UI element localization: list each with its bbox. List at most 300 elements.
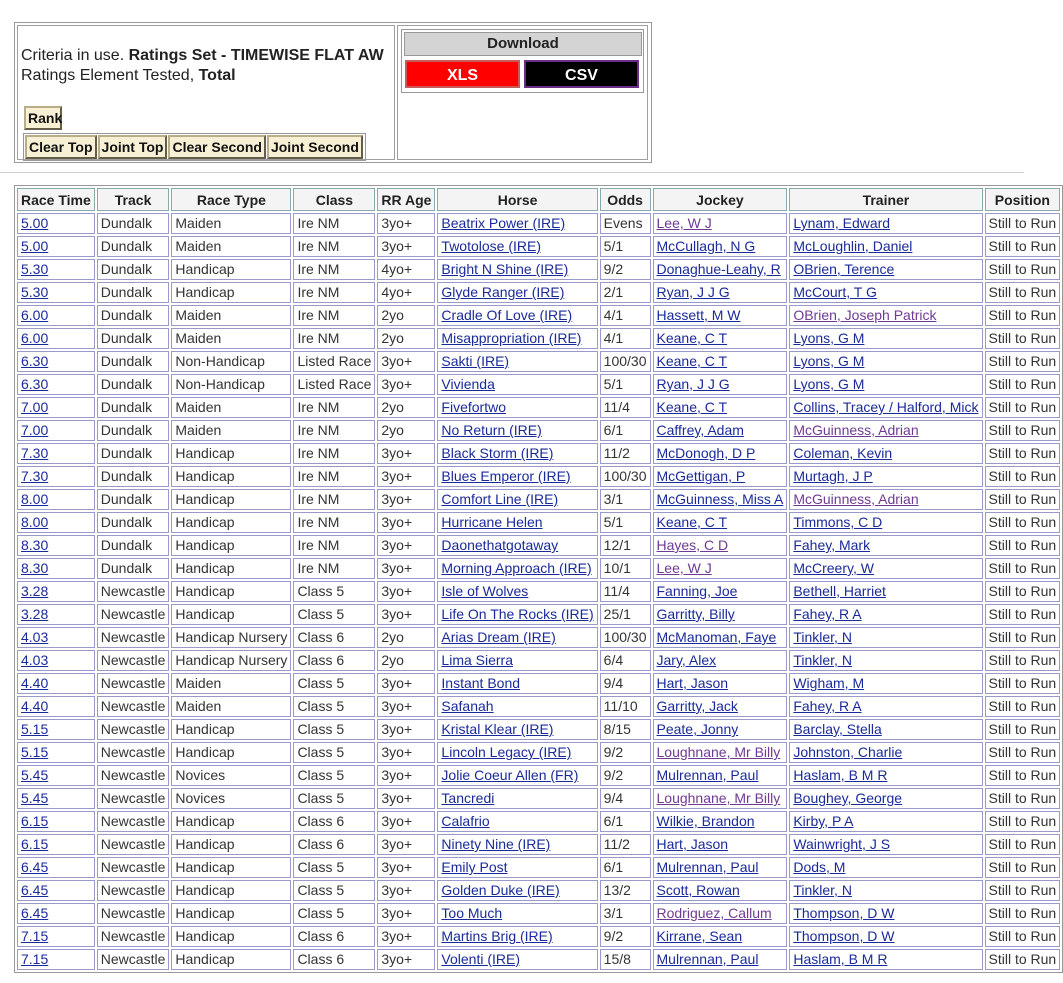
trainer-link[interactable]: Lyons, G M xyxy=(793,353,865,369)
class-cell: Class 5 xyxy=(297,859,345,875)
race-time-link[interactable]: 8.30 xyxy=(21,560,49,576)
odds-column-cell xyxy=(600,328,651,349)
horse-link[interactable]: Emily Post xyxy=(441,859,508,875)
race-time-link[interactable]: 6.45 xyxy=(21,882,49,898)
type-column-cell xyxy=(171,558,291,579)
trainer-column-cell xyxy=(789,581,982,602)
jockey-link[interactable]: Jary, Alex xyxy=(656,652,717,668)
time-column-cell xyxy=(17,811,95,832)
race-type-cell: Maiden xyxy=(175,675,222,691)
track-column-cell xyxy=(97,650,170,671)
age-column-cell xyxy=(377,627,435,648)
rank-button[interactable]: Rank xyxy=(24,106,62,130)
time-column-cell xyxy=(17,236,95,257)
trainer-link[interactable]: McCourt, T G xyxy=(793,284,877,300)
race-time-link[interactable]: 5.30 xyxy=(21,284,49,300)
rr-age-cell: 3yo+ xyxy=(381,215,413,231)
horse-link[interactable]: Vivienda xyxy=(441,376,495,392)
jockey-link[interactable]: McDonogh, D P xyxy=(656,445,756,461)
jockey-link[interactable]: McManoman, Faye xyxy=(656,629,777,645)
odds-cell: 100/30 xyxy=(603,468,647,484)
odds-column-cell xyxy=(600,282,651,303)
trainer-link[interactable]: Wainwright, J S xyxy=(793,836,891,852)
header-race-time[interactable]: Race Time xyxy=(17,188,95,211)
jockey-link[interactable]: Garritty, Jack xyxy=(656,698,738,714)
track-column-cell xyxy=(97,397,170,418)
position-column-cell xyxy=(985,650,1061,671)
horse-link[interactable]: Kristal Klear (IRE) xyxy=(441,721,554,737)
trainer-column-cell xyxy=(789,351,982,372)
position-cell: Still to Run xyxy=(988,445,1057,461)
csv-download-button[interactable]: CSV xyxy=(524,60,639,88)
trainer-link[interactable]: Thompson, D W xyxy=(793,928,895,944)
jockey-link[interactable]: Donaghue-Leahy, R xyxy=(656,261,781,277)
time-column-cell xyxy=(17,466,95,487)
horse-link[interactable]: Morning Approach (IRE) xyxy=(441,560,592,576)
jockey-column-cell xyxy=(653,466,788,487)
time-column-cell xyxy=(17,328,95,349)
race-time-link[interactable]: 4.03 xyxy=(21,652,49,668)
race-time-link[interactable]: 7.30 xyxy=(21,445,49,461)
position-column-cell xyxy=(985,512,1061,533)
joint-second-button[interactable]: Joint Second xyxy=(267,135,363,159)
trainer-column-cell xyxy=(789,650,982,671)
trainer-link[interactable]: OBrien, Terence xyxy=(793,261,895,277)
xls-download-button[interactable]: XLS xyxy=(405,60,520,88)
trainer-link[interactable]: McLoughlin, Daniel xyxy=(793,238,913,254)
jockey-link[interactable]: Mulrennan, Paul xyxy=(656,859,759,875)
type-column-cell xyxy=(171,489,291,510)
header-jockey[interactable]: Jockey xyxy=(653,188,788,211)
trainer-link[interactable]: Lyons, G M xyxy=(793,376,865,392)
class-column-cell xyxy=(293,512,375,533)
criteria-text xyxy=(21,46,384,86)
jockey-link[interactable]: Lee, W J xyxy=(656,215,712,231)
horse-link[interactable]: Hurricane Helen xyxy=(441,514,543,530)
race-time-link[interactable]: 4.40 xyxy=(21,698,49,714)
class-column-cell xyxy=(293,581,375,602)
age-column-cell xyxy=(377,259,435,280)
trainer-link[interactable]: Kirby, P A xyxy=(793,813,854,829)
trainer-column-cell xyxy=(789,788,982,809)
race-time-link[interactable]: 3.28 xyxy=(21,606,49,622)
trainer-link[interactable]: McGuinness, Adrian xyxy=(793,491,919,507)
trainer-link[interactable]: Tinkler, N xyxy=(793,629,852,645)
position-cell: Still to Run xyxy=(988,859,1057,875)
odds-column-cell xyxy=(600,259,651,280)
horse-link[interactable]: Martins Brig (IRE) xyxy=(441,928,553,944)
horse-link[interactable]: Jolie Coeur Allen (FR) xyxy=(441,767,579,783)
horse-link[interactable]: Ninety Nine (IRE) xyxy=(441,836,551,852)
rr-age-cell: 3yo+ xyxy=(381,790,413,806)
odds-column-cell xyxy=(600,719,651,740)
class-column-cell xyxy=(293,857,375,878)
odds-column-cell xyxy=(600,489,651,510)
jockey-link[interactable]: McGuinness, Miss A xyxy=(656,491,784,507)
race-time-link[interactable]: 5.45 xyxy=(21,767,49,783)
race-time-link[interactable]: 6.00 xyxy=(21,307,49,323)
jockey-link[interactable]: Lee, W J xyxy=(656,560,712,576)
horse-link[interactable]: Misappropriation (IRE) xyxy=(441,330,582,346)
type-column-cell xyxy=(171,604,291,625)
jockey-column-cell xyxy=(653,857,788,878)
jockey-column-cell xyxy=(653,489,788,510)
class-column-cell xyxy=(293,788,375,809)
trainer-link[interactable]: Fahey, Mark xyxy=(793,537,871,553)
criteria-prefix: Criteria in use. xyxy=(21,47,129,64)
horse-link[interactable]: Life On The Rocks (IRE) xyxy=(441,606,594,622)
class-column-cell xyxy=(293,489,375,510)
jockey-column-cell xyxy=(653,236,788,257)
horse-link[interactable]: Isle of Wolves xyxy=(441,583,529,599)
table-row xyxy=(17,213,1060,234)
position-cell: Still to Run xyxy=(988,629,1057,645)
header-track[interactable]: Track xyxy=(97,188,170,211)
type-column-cell xyxy=(171,834,291,855)
type-column-cell xyxy=(171,512,291,533)
jockey-link[interactable]: Mulrennan, Paul xyxy=(656,767,759,783)
jockey-link[interactable]: Keane, C T xyxy=(656,330,728,346)
trainer-link[interactable]: Tinkler, N xyxy=(793,652,852,668)
odds-cell: 4/1 xyxy=(603,330,624,346)
odds-cell: 5/1 xyxy=(603,514,624,530)
age-column-cell xyxy=(377,788,435,809)
clear-top-button[interactable]: Clear Top xyxy=(25,135,97,159)
horse-link[interactable]: Daonethatgotaway xyxy=(441,537,559,553)
race-type-cell: Handicap xyxy=(175,261,235,277)
race-time-link[interactable]: 4.40 xyxy=(21,675,49,691)
class-column-cell xyxy=(293,259,375,280)
class-cell: Listed Race xyxy=(297,376,372,392)
trainer-link[interactable]: Timmons, C D xyxy=(793,514,883,530)
jockey-link[interactable]: Kirrane, Sean xyxy=(656,928,743,944)
race-time-link[interactable]: 8.00 xyxy=(21,514,49,530)
position-cell: Still to Run xyxy=(988,261,1057,277)
horse-link[interactable]: Golden Duke (IRE) xyxy=(441,882,560,898)
track-column-cell xyxy=(97,466,170,487)
trainer-link[interactable]: Thompson, D W xyxy=(793,905,895,921)
clear-second-button[interactable]: Clear Second xyxy=(168,135,265,159)
race-time-link[interactable]: 5.00 xyxy=(21,238,49,254)
class-cell: Class 6 xyxy=(297,629,345,645)
race-time-link[interactable]: 5.30 xyxy=(21,261,49,277)
class-column-cell xyxy=(293,236,375,257)
trainer-link[interactable]: Lynam, Edward xyxy=(793,215,891,231)
track-column-cell xyxy=(97,765,170,786)
horse-link[interactable]: Cradle Of Love (IRE) xyxy=(441,307,573,323)
class-cell: Class 5 xyxy=(297,882,345,898)
age-column-cell xyxy=(377,328,435,349)
horse-link[interactable]: Tancredi xyxy=(441,790,495,806)
time-column-cell xyxy=(17,673,95,694)
position-column-cell xyxy=(985,604,1061,625)
header-class[interactable]: Class xyxy=(293,188,375,211)
jockey-column-cell xyxy=(653,650,788,671)
class-column-cell xyxy=(293,213,375,234)
jockey-column-cell xyxy=(653,742,788,763)
odds-column-cell xyxy=(600,765,651,786)
trainer-link[interactable]: Tinkler, N xyxy=(793,882,852,898)
jockey-link[interactable]: Hart, Jason xyxy=(656,836,729,852)
trainer-column-cell xyxy=(789,259,982,280)
odds-cell: Evens xyxy=(603,215,643,231)
position-cell: Still to Run xyxy=(988,905,1057,921)
horse-column-cell xyxy=(437,535,597,556)
rr-age-cell: 3yo+ xyxy=(381,238,413,254)
trainer-link[interactable]: Collins, Tracey / Halford, Mick xyxy=(793,399,979,415)
horse-link[interactable]: Lima Sierra xyxy=(441,652,514,668)
horse-link[interactable]: Bright N Shine (IRE) xyxy=(441,261,569,277)
jockey-link[interactable]: Mulrennan, Paul xyxy=(656,951,759,967)
type-column-cell xyxy=(171,719,291,740)
class-cell: Ire NM xyxy=(297,560,340,576)
position-column-cell xyxy=(985,213,1061,234)
trainer-link[interactable]: McCreery, W xyxy=(793,560,874,576)
race-time-link[interactable]: 7.00 xyxy=(21,399,49,415)
jockey-link[interactable]: Loughnane, Mr Billy xyxy=(656,744,781,760)
position-column-cell xyxy=(985,880,1061,901)
track-column-cell xyxy=(97,351,170,372)
jockey-link[interactable]: Keane, C T xyxy=(656,353,728,369)
race-type-cell: Handicap xyxy=(175,744,235,760)
jockey-link[interactable]: Loughnane, Mr Billy xyxy=(656,790,781,806)
table-row xyxy=(17,742,1060,763)
time-column-cell xyxy=(17,489,95,510)
header-odds[interactable]: Odds xyxy=(600,188,651,211)
track-column-cell xyxy=(97,512,170,533)
horse-link[interactable]: Fivefortwo xyxy=(441,399,506,415)
track-cell: Newcastle xyxy=(100,813,166,829)
odds-column-cell xyxy=(600,834,651,855)
jockey-link[interactable]: Ryan, J J G xyxy=(656,376,730,392)
trainer-column-cell xyxy=(789,489,982,510)
trainer-link[interactable]: OBrien, Joseph Patrick xyxy=(793,307,937,323)
odds-cell: 15/8 xyxy=(603,951,631,967)
trainer-link[interactable]: Lyons, G M xyxy=(793,330,865,346)
track-column-cell xyxy=(97,811,170,832)
race-time-link[interactable]: 7.15 xyxy=(21,928,49,944)
race-time-link[interactable]: 7.15 xyxy=(21,951,49,967)
position-cell: Still to Run xyxy=(988,537,1057,553)
jockey-link[interactable]: Keane, C T xyxy=(656,514,728,530)
horse-link[interactable]: Glyde Ranger (IRE) xyxy=(441,284,565,300)
jockey-link[interactable]: Scott, Rowan xyxy=(656,882,740,898)
horse-link[interactable]: Instant Bond xyxy=(441,675,521,691)
horse-column-cell xyxy=(437,673,597,694)
header-race-type[interactable]: Race Type xyxy=(171,188,291,211)
class-cell: Ire NM xyxy=(297,491,340,507)
trainer-link[interactable]: Johnston, Charlie xyxy=(793,744,903,760)
race-type-cell: Novices xyxy=(175,790,226,806)
odds-column-cell xyxy=(600,949,651,970)
track-column-cell xyxy=(97,259,170,280)
track-cell: Newcastle xyxy=(100,698,166,714)
trainer-link[interactable]: McGuinness, Adrian xyxy=(793,422,919,438)
trainer-link[interactable]: Barclay, Stella xyxy=(793,721,882,737)
jockey-link[interactable]: Ryan, J J G xyxy=(656,284,730,300)
race-time-link[interactable]: 5.15 xyxy=(21,744,49,760)
horse-column-cell xyxy=(437,374,597,395)
race-time-link[interactable]: 6.15 xyxy=(21,813,49,829)
table-row xyxy=(17,443,1060,464)
jockey-link[interactable]: McCullagh, N G xyxy=(656,238,756,254)
time-column-cell xyxy=(17,880,95,901)
time-column-cell xyxy=(17,834,95,855)
rr-age-cell: 3yo+ xyxy=(381,675,413,691)
table-row xyxy=(17,305,1060,326)
class-column-cell xyxy=(293,880,375,901)
jockey-column-cell xyxy=(653,282,788,303)
odds-cell: 100/30 xyxy=(603,629,647,645)
trainer-column-cell xyxy=(789,742,982,763)
time-column-cell xyxy=(17,397,95,418)
race-time-link[interactable]: 6.15 xyxy=(21,836,49,852)
jockey-column-cell xyxy=(653,328,788,349)
odds-column-cell xyxy=(600,305,651,326)
race-time-link[interactable]: 6.30 xyxy=(21,376,49,392)
track-cell: Newcastle xyxy=(100,583,166,599)
horse-link[interactable]: Comfort Line (IRE) xyxy=(441,491,559,507)
trainer-link[interactable]: Haslam, B M R xyxy=(793,767,888,783)
position-cell: Still to Run xyxy=(988,928,1057,944)
jockey-link[interactable]: Garritty, Billy xyxy=(656,606,735,622)
horse-link[interactable]: No Return (IRE) xyxy=(441,422,542,438)
odds-cell: 11/4 xyxy=(603,583,630,599)
track-column-cell xyxy=(97,305,170,326)
table-row xyxy=(17,259,1060,280)
class-column-cell xyxy=(293,696,375,717)
race-time-link[interactable]: 7.00 xyxy=(21,422,49,438)
criteria-panel xyxy=(14,22,652,163)
odds-cell: 9/4 xyxy=(603,675,624,691)
jockey-column-cell xyxy=(653,880,788,901)
odds-cell: 12/1 xyxy=(603,537,631,553)
trainer-link[interactable]: Murtagh, J P xyxy=(793,468,873,484)
trainer-link[interactable]: Fahey, R A xyxy=(793,606,862,622)
table-row xyxy=(17,489,1060,510)
race-time-link[interactable]: 5.45 xyxy=(21,790,49,806)
jockey-link[interactable]: Peate, Jonny xyxy=(656,721,739,737)
race-time-link[interactable]: 8.30 xyxy=(21,537,49,553)
race-time-link[interactable]: 5.00 xyxy=(21,215,49,231)
horse-link[interactable]: Black Storm (IRE) xyxy=(441,445,554,461)
trainer-column-cell xyxy=(789,627,982,648)
time-column-cell xyxy=(17,650,95,671)
jockey-link[interactable]: McGettigan, P xyxy=(656,468,746,484)
type-column-cell xyxy=(171,420,291,441)
header-horse[interactable]: Horse xyxy=(437,188,597,211)
class-cell: Class 5 xyxy=(297,744,345,760)
trainer-column-cell xyxy=(789,880,982,901)
race-time-link[interactable]: 5.15 xyxy=(21,721,49,737)
odds-column-cell xyxy=(600,420,651,441)
odds-column-cell xyxy=(600,650,651,671)
trainer-link[interactable]: Fahey, R A xyxy=(793,698,862,714)
race-time-link[interactable]: 4.03 xyxy=(21,629,49,645)
track-column-cell xyxy=(97,742,170,763)
position-cell: Still to Run xyxy=(988,744,1057,760)
trainer-link[interactable]: Dods, M xyxy=(793,859,846,875)
horse-link[interactable]: Calafrio xyxy=(441,813,490,829)
trainer-link[interactable]: Haslam, B M R xyxy=(793,951,888,967)
jockey-link[interactable]: Rodriguez, Callum xyxy=(656,905,772,921)
age-column-cell xyxy=(377,765,435,786)
race-time-link[interactable]: 6.45 xyxy=(21,859,49,875)
horse-link[interactable]: Sakti (IRE) xyxy=(441,353,510,369)
trainer-link[interactable]: Coleman, Kevin xyxy=(793,445,893,461)
type-column-cell xyxy=(171,443,291,464)
race-time-link[interactable]: 3.28 xyxy=(21,583,49,599)
class-column-cell xyxy=(293,627,375,648)
race-time-link[interactable]: 6.00 xyxy=(21,330,49,346)
track-column-cell xyxy=(97,489,170,510)
race-time-link[interactable]: 7.30 xyxy=(21,468,49,484)
jockey-link[interactable]: Keane, C T xyxy=(656,399,728,415)
joint-top-button[interactable]: Joint Top xyxy=(98,135,168,159)
table-row xyxy=(17,627,1060,648)
class-column-cell xyxy=(293,673,375,694)
time-column-cell xyxy=(17,213,95,234)
horse-link[interactable]: Safanah xyxy=(441,698,494,714)
horse-link[interactable]: Blues Emperor (IRE) xyxy=(441,468,571,484)
type-column-cell xyxy=(171,397,291,418)
horse-link[interactable]: Too Much xyxy=(441,905,503,921)
horse-link[interactable]: Beatrix Power (IRE) xyxy=(441,215,566,231)
horse-column-cell xyxy=(437,834,597,855)
header-position[interactable]: Position xyxy=(985,188,1061,211)
rr-age-cell: 3yo+ xyxy=(381,376,413,392)
position-cell: Still to Run xyxy=(988,422,1057,438)
jockey-link[interactable]: Caffrey, Adam xyxy=(656,422,744,438)
age-column-cell xyxy=(377,604,435,625)
horse-link[interactable]: Lincoln Legacy (IRE) xyxy=(441,744,572,760)
jockey-link[interactable]: Hassett, M W xyxy=(656,307,741,323)
race-time-link[interactable]: 8.00 xyxy=(21,491,49,507)
class-cell: Class 5 xyxy=(297,721,345,737)
odds-cell: 2/1 xyxy=(603,284,624,300)
trainer-link[interactable]: Bethell, Harriet xyxy=(793,583,886,599)
horse-link[interactable]: Volenti (IRE) xyxy=(441,951,521,967)
type-column-cell xyxy=(171,811,291,832)
race-type-cell: Maiden xyxy=(175,698,222,714)
position-column-cell xyxy=(985,903,1061,924)
race-time-link[interactable]: 6.30 xyxy=(21,353,49,369)
jockey-link[interactable]: Hart, Jason xyxy=(656,675,729,691)
trainer-column-cell xyxy=(789,397,982,418)
horse-column-cell xyxy=(437,397,597,418)
class-column-cell xyxy=(293,903,375,924)
jockey-link[interactable]: Hayes, C D xyxy=(656,537,729,553)
odds-column-cell xyxy=(600,581,651,602)
horse-link[interactable]: Twotolose (IRE) xyxy=(441,238,542,254)
position-column-cell xyxy=(985,811,1061,832)
jockey-link[interactable]: Wilkie, Brandon xyxy=(656,813,755,829)
odds-cell: 100/30 xyxy=(603,353,647,369)
header-trainer[interactable]: Trainer xyxy=(789,188,982,211)
track-cell: Newcastle xyxy=(100,859,166,875)
trainer-link[interactable]: Wigham, M xyxy=(793,675,865,691)
trainer-link[interactable]: Boughey, George xyxy=(793,790,903,806)
class-cell: Class 5 xyxy=(297,905,345,921)
race-time-link[interactable]: 6.45 xyxy=(21,905,49,921)
horse-link[interactable]: Arias Dream (IRE) xyxy=(441,629,556,645)
race-type-cell: Handicap Nursery xyxy=(175,652,288,668)
class-cell: Ire NM xyxy=(297,284,340,300)
class-column-cell xyxy=(293,719,375,740)
time-column-cell xyxy=(17,282,95,303)
header-rr-age[interactable]: RR Age xyxy=(377,188,435,211)
jockey-link[interactable]: Fanning, Joe xyxy=(656,583,738,599)
